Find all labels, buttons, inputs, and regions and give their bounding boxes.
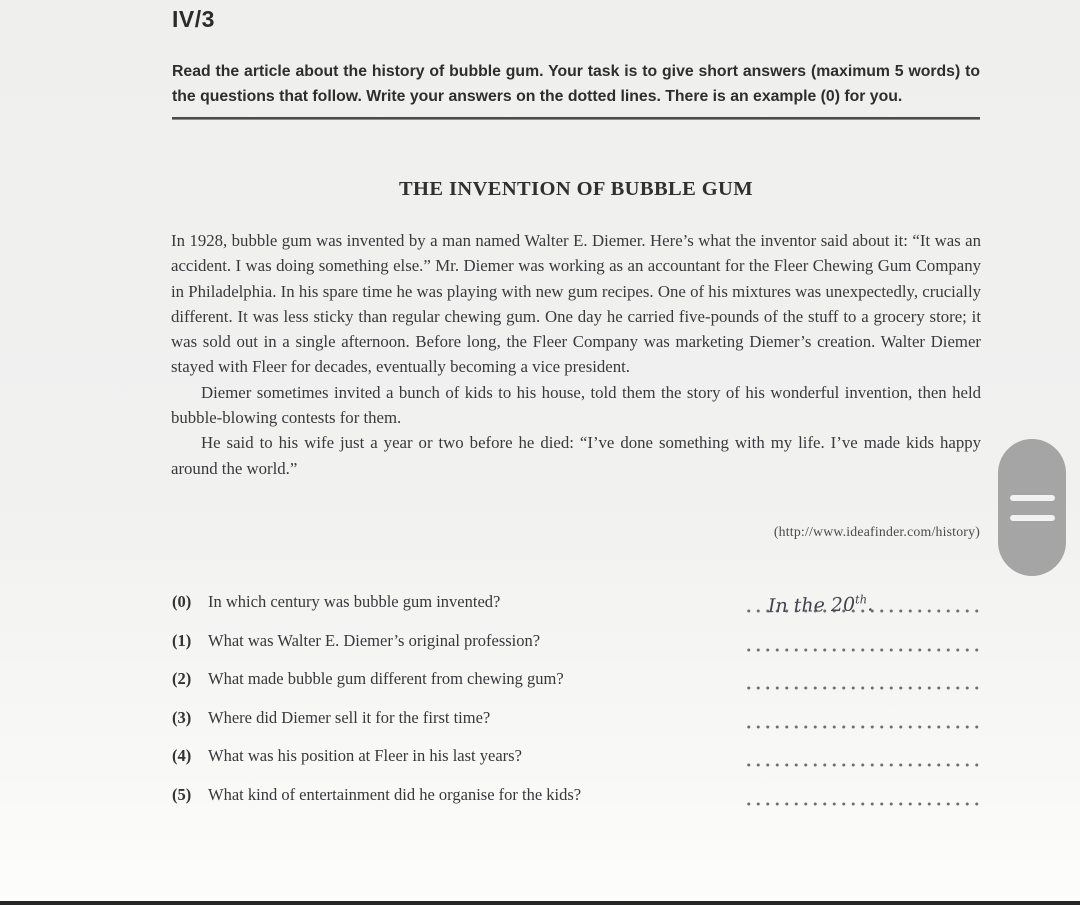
divider-rule [172,117,980,120]
question-row [172,785,980,811]
section-label: IV/3 [172,6,215,32]
question-number: (4) [172,746,192,765]
answer-line [744,685,980,691]
question-number: (0) [172,592,192,611]
question-text: In which century was bubble gum invented? [208,592,501,611]
scroll-handle[interactable] [998,439,1066,576]
question-text: What was his position at Fleer in his last years? [208,746,522,765]
question-row [172,746,980,772]
article-paragraph: Diemer sometimes invited a bunch of kids to his house, told them the story of his wonderful invention, then held bubble-blowing contests for them. [171,382,981,428]
answer-line [744,647,980,653]
question-row [172,708,980,734]
question-text: What was Walter E. Diemer’s original profession? [208,630,541,650]
article-paragraph: He said to his wife just a year or two before he died: “I’ve done something with my life. I’ve made kids happy around the world.” [171,433,981,478]
question-text: What made bubble gum different from chewing gum? [208,669,564,688]
questions-list [172,592,980,811]
answer-line [744,724,980,730]
question-text: What kind of entertainment did he organise for the kids? [208,784,582,804]
article-body [171,228,981,481]
handwritten-example-answer: In the 20th. [767,591,874,617]
question-row [172,669,980,695]
task-instructions: Read the article about the history of bubble gum. Your task is to give short answers (maximum 5 words) to the questions that follow. Write your answers on the dotted lines. There is an example (0) for you. [172,63,980,105]
drag-handle-icon [1010,495,1055,521]
question-row [172,592,980,618]
answer-line [744,762,980,768]
source-citation: (http://www.ideafinder.com/history) [773,524,980,539]
question-text: Where did Diemer sell it for the first time? [208,707,491,727]
question-number: (3) [172,707,192,727]
article-title: THE INVENTION OF BUBBLE GUM [398,178,754,200]
question-number: (1) [172,630,192,650]
article-paragraph: In 1928, bubble gum was invented by a man named Walter E. Diemer. Here’s what the inventor said about it: “It was an accident. I was doing something else.” Mr. Diemer was working as an accountant for the Fleer Chewing Gum Company in Philadelphia. In his spare time he was playing with new gum recipes. One of his mixtures was unexpectedly, crucially different. It was less sticky than regular chewing gum. One day he carried five-pounds of the stuff to a grocery store; it was sold out in a single afternoon. Before long, the Fleer Company was marketing Diemer’s creation. Walter Diemer stayed with Fleer for decades, eventually becoming a vice president. [171,231,981,377]
task-instructions-block [172,60,980,120]
question-row [172,631,980,657]
question-number: (5) [172,784,192,804]
question-number: (2) [172,669,192,688]
answer-line [744,591,980,617]
answer-line [744,801,980,807]
photo-edge [0,901,1080,905]
